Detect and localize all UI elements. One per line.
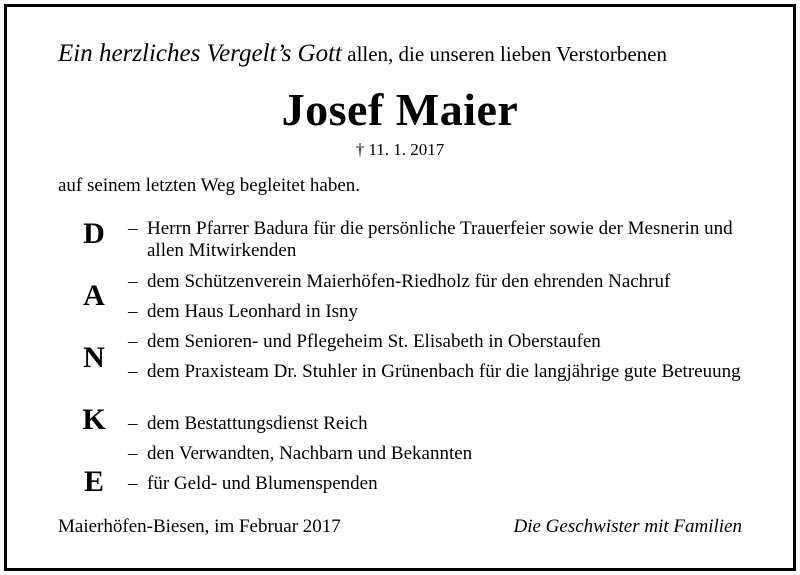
dash: – [128, 443, 138, 464]
intro-italic-text: Ein herzliches Vergelt’s Gott [58, 40, 342, 67]
thanks-item-text: Herrn Pfarrer Badura für die persönliche Trauerfeier sowie der Mesnerin und allen Mitwirkenden [147, 218, 733, 261]
deceased-name: Josef Maier [281, 84, 519, 135]
thanks-item [128, 413, 748, 435]
dash: – [128, 413, 138, 434]
thanks-item-text: dem Praxisteam Dr. Stuhler in Grünenbach für die langjährige gute Betreuung [147, 361, 741, 382]
danke-letter-e: E [83, 465, 104, 498]
thanks-item-text: für Geld- und Blumenspenden [147, 473, 378, 494]
place-date: Maierhöfen-Biesen, im Februar 2017 [58, 516, 341, 537]
dash: – [128, 473, 138, 494]
dash: – [128, 361, 138, 382]
thanks-item [128, 331, 748, 353]
thanks-item-text: dem Senioren- und Pflegeheim St. Elisabeth in Oberstaufen [147, 331, 601, 352]
dash: – [128, 331, 138, 352]
thanks-item [128, 301, 748, 323]
thanks-item-text: dem Haus Leonhard in Isny [147, 301, 359, 322]
intro-line [58, 40, 667, 68]
thanks-item-text: dem Schützenverein Maierhöfen-Riedholz für den ehrenden Nachruf [147, 271, 671, 292]
danke-letter-d: D [83, 217, 105, 250]
thanks-item [128, 218, 748, 262]
danke-letter-n: N [83, 341, 105, 374]
tribute-line: auf seinem letzten Weg begleitet haben. [58, 175, 360, 196]
dash: – [128, 301, 138, 322]
thanks-item-text: dem Bestattungsdienst Reich [147, 413, 368, 434]
dash: – [128, 218, 138, 239]
thanks-item-text: den Verwandten, Nachbarn und Bekannten [147, 443, 473, 464]
danke-letter-a: A [83, 279, 105, 312]
dash: – [128, 271, 138, 292]
thanks-item [128, 361, 748, 383]
thanks-item [128, 443, 748, 465]
signoff: Die Geschwister mit Familien [513, 516, 742, 537]
thanks-item [128, 271, 748, 293]
death-date: † 11. 1. 2017 [355, 140, 445, 159]
danke-letter-k: K [82, 403, 106, 436]
intro-rest-text: allen, die unseren lieben Verstorbenen [347, 42, 667, 66]
thanks-item [128, 473, 748, 495]
